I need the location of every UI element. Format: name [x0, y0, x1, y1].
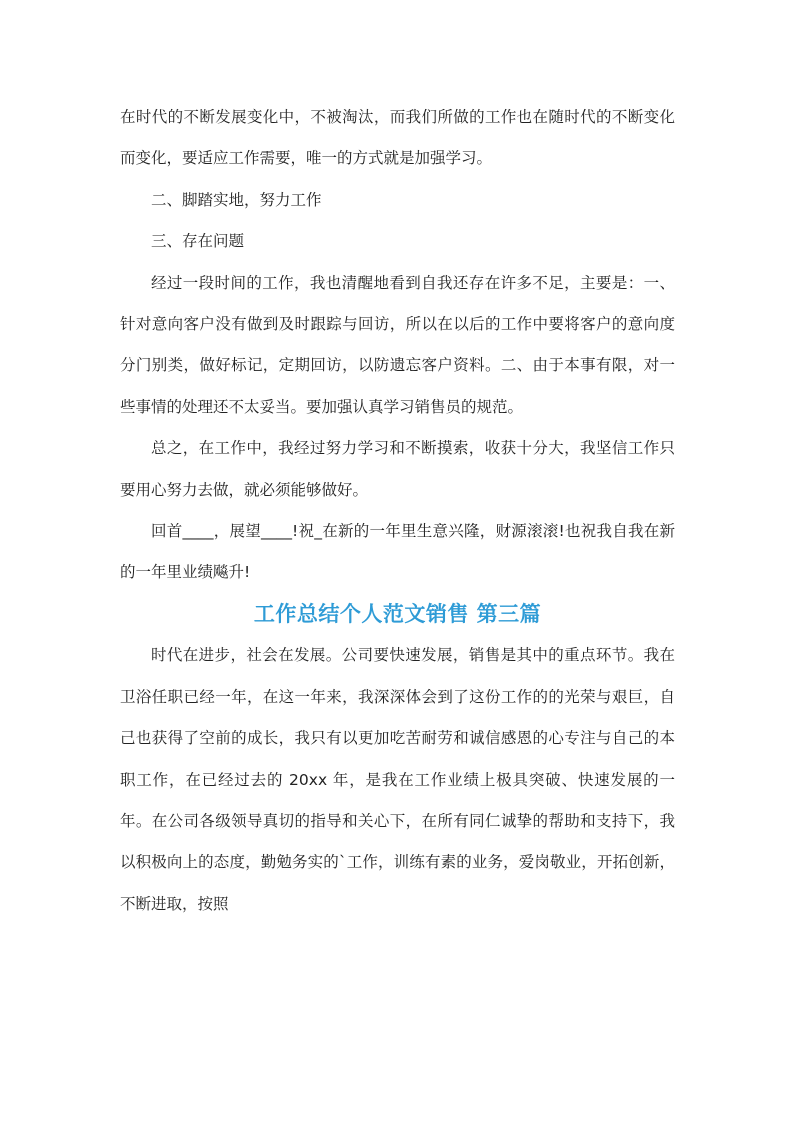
paragraph-third-article-intro: 时代在进步，社会在发展。公司要快速发展，销售是其中的重点环节。我在卫浴任职已经一年，在这一年来，我深深体会到了这份工作的的光荣与艰巨，自己也获得了空前的成长，我只有以更加吃苦耐劳和诚信感恩的心专注与自己的本职工作，在已经过去的 20xx 年，是我在工作业绩上极具突破、快速发展的一年。在公司各级领导真切的指导和关心下，在所有同仁诚挚的帮助和支持下，我以积极向上的态度，勤勉务实的`工作，训练有素的业务，爱岗敬业，开拓创新，不断进取，按照	[120, 646, 675, 913]
paragraph-summary: 总之，在工作中，我经过努力学习和不断摸索，收获十分大，我坚信工作只要用心努力去做，就必须能够做好。	[120, 439, 675, 499]
section-heading: 工作总结个人范文销售 第三篇	[253, 601, 542, 626]
paragraph-continuation: 在时代的不断发展变化中，不被淘汰，而我们所做的工作也在随时代的不断变化而变化，要适应工作需要，唯一的方式就是加强学习。	[120, 108, 675, 168]
paragraph-section-two-title: 二、脚踏实地，努力工作	[151, 190, 322, 209]
paragraph-section-three-title: 三、存在问题	[151, 232, 245, 251]
paragraph-problems: 经过一段时间的工作，我也清醒地看到自我还存在许多不足，主要是：一、针对意向客户没有做到及时跟踪与回访，所以在以后的工作中要将客户的意向度分门别类，做好标记，定期回访，以防遗忘客户资料。二、由于本事有限，对一些事情的处理还不太妥当。要加强认真学习销售员的规范。	[120, 273, 675, 416]
document-body	[120, 97, 675, 925]
paragraph-closing-wish: 回首____，展望____!祝_在新的一年里生意兴隆，财源滚滚!也祝我自我在新的一年里业绩飚升!	[120, 522, 675, 582]
